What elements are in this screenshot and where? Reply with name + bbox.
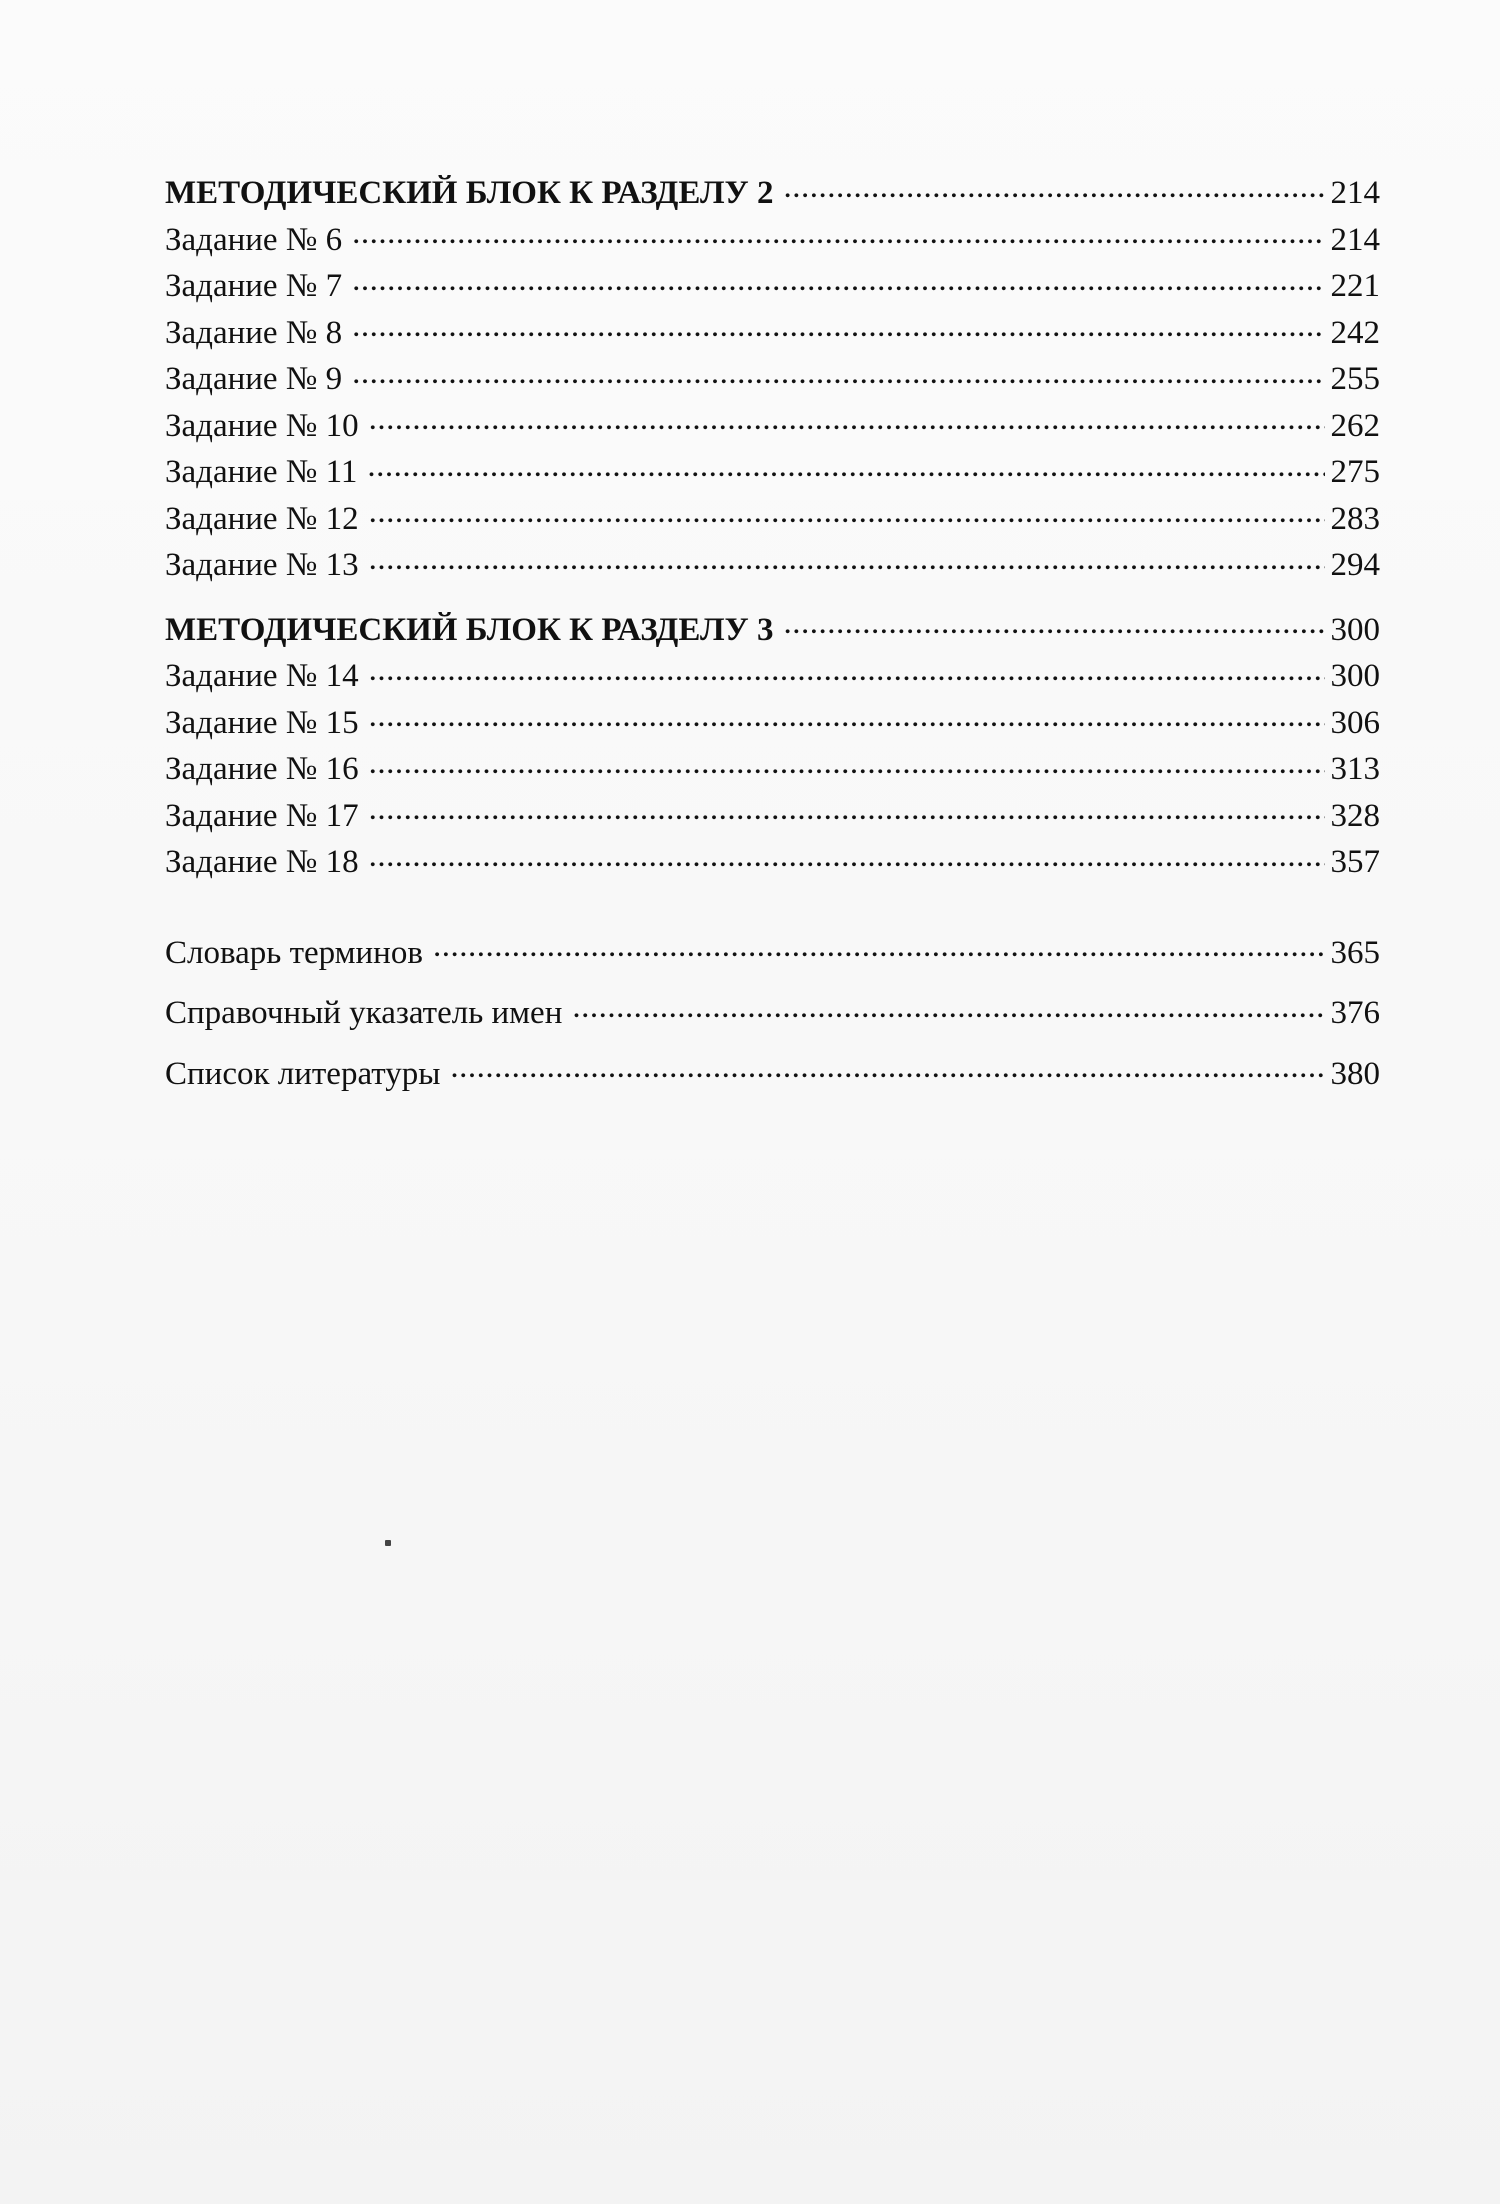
dot-leader <box>450 1051 1324 1084</box>
toc-page-number: 242 <box>1330 314 1380 351</box>
toc-page-number: 255 <box>1330 361 1380 397</box>
toc-entry-title: Задание № 17 <box>165 797 359 834</box>
toc-entry <box>165 403 1380 450</box>
toc-entry <box>165 263 1380 310</box>
dot-leader <box>369 839 1325 872</box>
toc-entry-title: Задание № 18 <box>165 844 359 880</box>
toc-page-number: 357 <box>1330 844 1380 880</box>
toc-entry-title: Задание № 10 <box>165 407 359 444</box>
toc-page-number: 328 <box>1330 797 1380 834</box>
table-of-contents <box>165 170 1380 1097</box>
dot-leader <box>369 746 1325 779</box>
dot-leader <box>369 700 1325 733</box>
toc-entry <box>165 356 1380 403</box>
toc-page-number: 300 <box>1330 658 1380 694</box>
toc-entry-title: Задание № 12 <box>165 500 359 537</box>
toc-page-number: 214 <box>1330 175 1380 211</box>
toc-entry-title: Задание № 9 <box>165 361 343 397</box>
toc-entry <box>165 746 1380 793</box>
toc-entry-title: Задание № 7 <box>165 268 343 304</box>
toc-heading-title: МЕТОДИЧЕСКИЙ БЛОК К РАЗДЕЛУ 3 <box>165 611 774 648</box>
toc-appendix-entry <box>165 990 1380 1037</box>
dot-leader <box>352 310 1324 343</box>
toc-entry <box>165 310 1380 357</box>
dot-leader <box>369 496 1325 529</box>
toc-entry <box>165 449 1380 496</box>
toc-page-number: 283 <box>1330 500 1380 537</box>
toc-page-number: 221 <box>1330 268 1380 304</box>
toc-page-number: 214 <box>1330 221 1380 258</box>
toc-heading-section-2 <box>165 170 1380 217</box>
toc-appendix-entry <box>165 930 1380 977</box>
toc-entry-title: Справочный указатель имен <box>165 995 563 1031</box>
toc-entry-title: Словарь терминов <box>165 934 423 971</box>
toc-page-number: 262 <box>1330 407 1380 444</box>
dot-leader <box>352 263 1324 296</box>
dot-leader <box>352 356 1324 389</box>
toc-page-number: 306 <box>1330 704 1380 741</box>
dot-leader <box>367 449 1324 482</box>
toc-page-number: 300 <box>1330 611 1380 648</box>
toc-page-number: 376 <box>1330 995 1380 1031</box>
toc-page-number: 380 <box>1330 1055 1380 1092</box>
toc-entry <box>165 217 1380 264</box>
dot-leader <box>572 990 1324 1023</box>
toc-heading-title: МЕТОДИЧЕСКИЙ БЛОК К РАЗДЕЛУ 2 <box>165 175 774 211</box>
dot-leader <box>369 793 1325 826</box>
dot-leader <box>784 607 1325 640</box>
toc-heading-section-3 <box>165 607 1380 654</box>
toc-entry-title: Задание № 14 <box>165 658 359 694</box>
toc-entry <box>165 793 1380 840</box>
toc-entry-title: Задание № 15 <box>165 704 359 741</box>
dot-leader <box>369 653 1325 686</box>
toc-page-number: 294 <box>1330 547 1380 583</box>
toc-entry <box>165 542 1380 589</box>
dot-leader <box>369 542 1325 575</box>
toc-entry-title: Задание № 6 <box>165 221 343 258</box>
toc-entry-title: Задание № 13 <box>165 547 359 583</box>
toc-entry-title: Задание № 8 <box>165 314 343 351</box>
toc-entry-title: Задание № 16 <box>165 751 359 787</box>
toc-entry <box>165 839 1380 886</box>
toc-appendix-entry <box>165 1051 1380 1098</box>
toc-entry <box>165 700 1380 747</box>
toc-entry-title: Задание № 11 <box>165 454 358 490</box>
toc-entry <box>165 496 1380 543</box>
print-speck <box>385 1540 391 1546</box>
toc-page-number: 313 <box>1330 751 1380 787</box>
toc-page-number: 365 <box>1330 934 1380 971</box>
toc-entry-title: Список литературы <box>165 1055 441 1092</box>
dot-leader <box>784 170 1325 203</box>
dot-leader <box>433 930 1325 963</box>
dot-leader <box>352 217 1324 250</box>
toc-entry <box>165 653 1380 700</box>
dot-leader <box>369 403 1325 436</box>
toc-page-number: 275 <box>1330 454 1380 490</box>
